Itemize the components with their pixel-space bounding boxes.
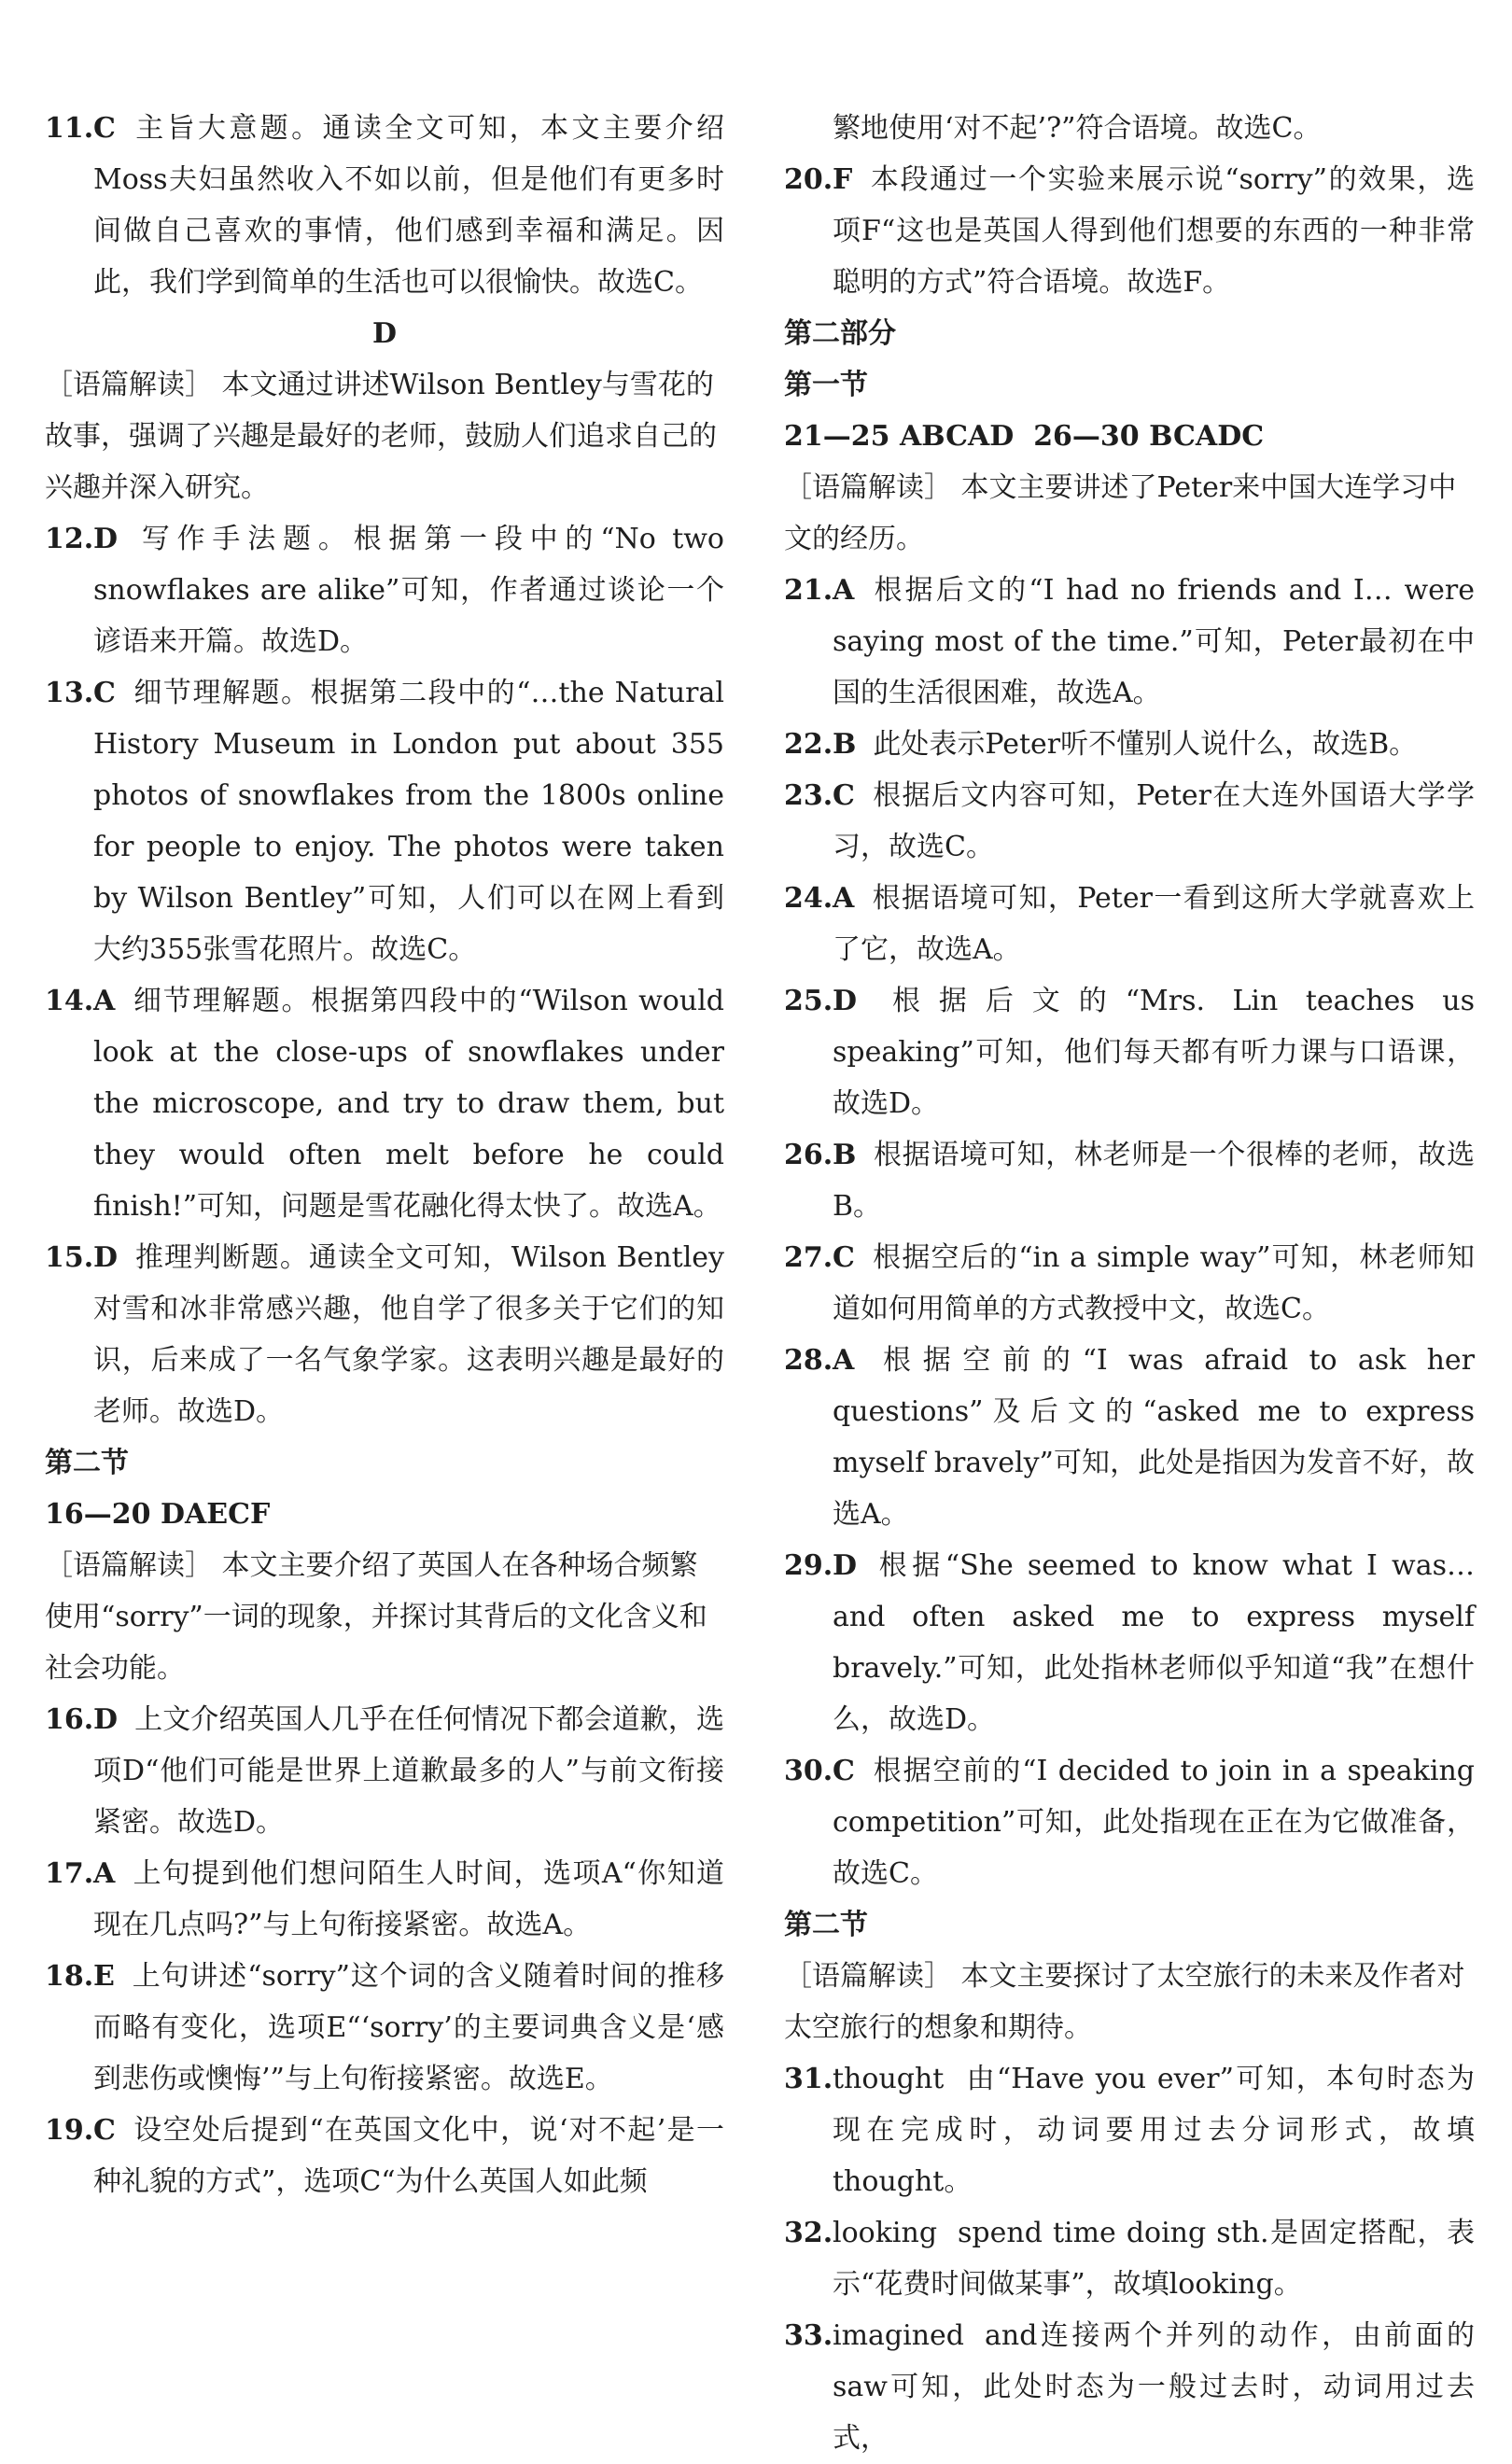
answer-item-25 — [784, 975, 1475, 1129]
answer-word: looking — [833, 2217, 938, 2249]
passage-summary-1: ［语篇解读］ 本文主要讲述了Peter来中国大连学习中文的经历。 — [784, 471, 1457, 555]
answer-item-14 — [45, 975, 724, 1232]
answer-letter: B — [833, 1139, 857, 1171]
answer-item-31 — [784, 2053, 1475, 2207]
question-number: 24. — [784, 882, 833, 915]
explanation: 根据后文的“Mrs. Lin teaches us speaking”可知，他们每天都有听力课与口语课，故选D。 — [833, 985, 1475, 1120]
answer-word: imagined — [833, 2319, 965, 2352]
question-number: 21. — [784, 574, 833, 607]
explanation: 根据空前的“I decided to join in a speaking competition”可知，此处指现在正在为它做准备，故选C。 — [833, 1755, 1475, 1890]
explanation: 根据后文内容可知，Peter在大连外国语大学学习，故选C。 — [833, 779, 1475, 863]
answer-item-11 — [45, 103, 724, 308]
answer-item-22 — [784, 719, 1475, 770]
answer-item-20 — [784, 154, 1475, 308]
explanation: 主旨大意题。通读全文可知，本文主要介绍Moss夫妇虽然收入不如以前，但是他们有更多时间做自己喜欢的事情，他们感到幸福和满足。因此，我们学到简单的生活也可以很愉快。故选C。 — [93, 112, 724, 299]
question-number: 31. — [784, 2063, 833, 2095]
answer-letter: C — [833, 1755, 855, 1787]
question-number: 29. — [784, 1549, 833, 1582]
question-number: 18. — [45, 1960, 94, 1993]
explanation: 根据空前的“I was afraid to ask her questions”及后文的“asked me to express myself bravely”可知，此处是指因为发音不好，故选A。 — [833, 1344, 1475, 1531]
answer-item-18 — [45, 1951, 724, 2105]
answer-letter: D — [93, 523, 119, 555]
answer-item-33 — [784, 2310, 1475, 2464]
question-number: 12. — [45, 523, 94, 555]
answer-item-21 — [784, 565, 1475, 719]
answer-letter: A — [833, 882, 855, 915]
section-heading-d: D — [371, 317, 397, 350]
explanation: 根据后文的“I had no friends and I… were saying most of the time.”可知，Peter最初在中国的生活很困难，故选A。 — [833, 574, 1475, 709]
explanation: 上句讲述“sorry”这个词的含义随着时间的推移而略有变化，选项E“‘sorry’的主要词典含义是‘感到悲伤或懊悔’”与上句衔接紧密。故选E。 — [93, 1960, 724, 2095]
question-number: 14. — [45, 985, 94, 1017]
answer-letter: A — [833, 1344, 855, 1377]
question-number: 30. — [784, 1755, 833, 1787]
answer-letter: F — [833, 163, 853, 196]
explanation: 由“Have you ever”可知，本句时态为现在完成时，动词要用过去分词形式，故填thought。 — [833, 2063, 1475, 2198]
answer-item-28 — [784, 1335, 1475, 1540]
answer-word: thought — [833, 2063, 945, 2095]
answer-letter: D — [93, 1241, 119, 1274]
answer-item-30 — [784, 1745, 1475, 1899]
explanation: 本段通过一个实验来展示说“sorry”的效果，选项F“这也是英国人得到他们想要的东西的一种非常聪明的方式”符合语境。故选F。 — [833, 163, 1475, 299]
explanation: 根据空后的“in a simple way”可知，林老师知道如何用简单的方式教授中文，故选C。 — [833, 1241, 1475, 1325]
answer-letter: D — [833, 1549, 858, 1582]
question-number: 11. — [45, 112, 94, 145]
passage-summary-2b: ［语篇解读］ 本文主要探讨了太空旅行的未来及作者对太空旅行的想象和期待。 — [784, 1960, 1465, 2044]
question-number: 15. — [45, 1241, 94, 1274]
question-number: 22. — [784, 728, 833, 761]
question-number: 25. — [784, 985, 833, 1017]
explanation: 根据“She seemed to know what I was… and often asked me to express myself bravely.”可知，此处指林老师似乎知道“我”在想什么，故选D。 — [833, 1549, 1475, 1736]
answers-21-30: 21—25 ABCAD 26—30 BCADC — [784, 420, 1265, 453]
left-column — [45, 103, 724, 2207]
answer-letter: A — [93, 985, 116, 1017]
answer-item-29 — [784, 1540, 1475, 1745]
explanation: 此处表示Peter听不懂别人说什么，故选B。 — [873, 728, 1418, 761]
answer-item-15 — [45, 1232, 724, 1437]
explanation: 写作手法题。根据第一段中的“No two snowflakes are alike”可知，作者通过谈论一个谚语来开篇。故选D。 — [93, 523, 724, 658]
question-number: 17. — [45, 1857, 94, 1890]
question-number: 33. — [784, 2319, 833, 2352]
question-number: 32. — [784, 2217, 833, 2249]
answers-16-20: 16—20 DAECF — [45, 1498, 271, 1531]
question-number: 26. — [784, 1139, 833, 1171]
answer-item-12 — [45, 513, 724, 667]
right-column — [784, 103, 1475, 2464]
question-number: 19. — [45, 2114, 94, 2147]
answer-letter: C — [833, 779, 855, 812]
explanation: 上句提到他们想问陌生人时间，选项A“你知道现在几点吗?”与上句衔接紧密。故选A。 — [93, 1857, 724, 1941]
passage-summary-2: ［语篇解读］ 本文主要介绍了英国人在各种场合频繁使用“sorry”一词的现象，并探讨其背后的文化含义和社会功能。 — [45, 1549, 707, 1685]
explanation: 设空处后提到“在英国文化中，说‘对不起’是一种礼貌的方式”，选项C“为什么英国人如此频 — [93, 2114, 724, 2198]
explanation: 细节理解题。根据第二段中的“…the Natural History Museum in London put about 355 photos of snowflakes from the 1800s online for people to enjoy. The photos were taken by Wilson Bentley”可知，人们可以在网上看到大约355张雪花照片。故选C。 — [93, 677, 724, 966]
answer-item-19-continued: 繁地使用‘对不起’?”符合语境。故选C。 — [833, 112, 1322, 145]
passage-summary-d: ［语篇解读］ 本文通过讲述Wilson Bentley与雪花的故事，强调了兴趣是最好的老师，鼓励人们追求自己的兴趣并深入研究。 — [45, 369, 717, 504]
answer-letter: E — [93, 1960, 115, 1993]
answer-letter: A — [833, 574, 855, 607]
answer-item-24 — [784, 873, 1475, 975]
section-heading-1: 第一节 — [784, 369, 868, 401]
explanation: and连接两个并列的动作，由前面的saw可知，此处时态为一般过去时，动词用过去式， — [833, 2319, 1475, 2455]
answer-letter: B — [833, 728, 857, 761]
section-heading-2b: 第二节 — [784, 1909, 868, 1941]
answer-letter: C — [93, 677, 116, 709]
explanation: 细节理解题。根据第四段中的“Wilson would look at the close-ups of snowflakes under the microscope, and try to draw them, but they would often melt before he could finish!”可知，问题是雪花融化得太快了。故选A。 — [93, 985, 724, 1223]
explanation: 根据语境可知，林老师是一个很棒的老师，故选B。 — [833, 1139, 1475, 1223]
answer-letter: C — [93, 112, 116, 145]
answer-item-23 — [784, 770, 1475, 873]
answer-item-17 — [45, 1848, 724, 1951]
answer-item-16 — [45, 1694, 724, 1848]
answer-letter: A — [93, 1857, 116, 1890]
answer-item-26 — [784, 1129, 1475, 1232]
explanation: spend time doing sth.是固定搭配，表示“花费时间做某事”，故填looking。 — [833, 2217, 1475, 2301]
answer-letter: D — [93, 1703, 119, 1736]
question-number: 23. — [784, 779, 833, 812]
answer-letter: C — [93, 2114, 116, 2147]
question-number: 27. — [784, 1241, 833, 1274]
question-number: 28. — [784, 1344, 833, 1377]
part-heading-2: 第二部分 — [784, 317, 896, 350]
explanation: 推理判断题。通读全文可知，Wilson Bentley对雪和冰非常感兴趣，他自学了很多关于它们的知识，后来成了一名气象学家。这表明兴趣是最好的老师。故选D。 — [93, 1241, 724, 1428]
explanation: 根据语境可知，Peter一看到这所大学就喜欢上了它，故选A。 — [833, 882, 1475, 966]
explanation: 上文介绍英国人几乎在任何情况下都会道歉，选项D“他们可能是世界上道歉最多的人”与前文衔接紧密。故选D。 — [93, 1703, 724, 1839]
answer-item-27 — [784, 1232, 1475, 1335]
question-number: 20. — [784, 163, 833, 196]
answer-letter: D — [833, 985, 858, 1017]
question-number: 16. — [45, 1703, 94, 1736]
question-number: 13. — [45, 677, 94, 709]
answer-item-32 — [784, 2207, 1475, 2310]
section-heading-2: 第二节 — [45, 1447, 129, 1479]
answer-item-13 — [45, 667, 724, 975]
answer-item-19 — [45, 2105, 724, 2207]
answer-letter: C — [833, 1241, 855, 1274]
